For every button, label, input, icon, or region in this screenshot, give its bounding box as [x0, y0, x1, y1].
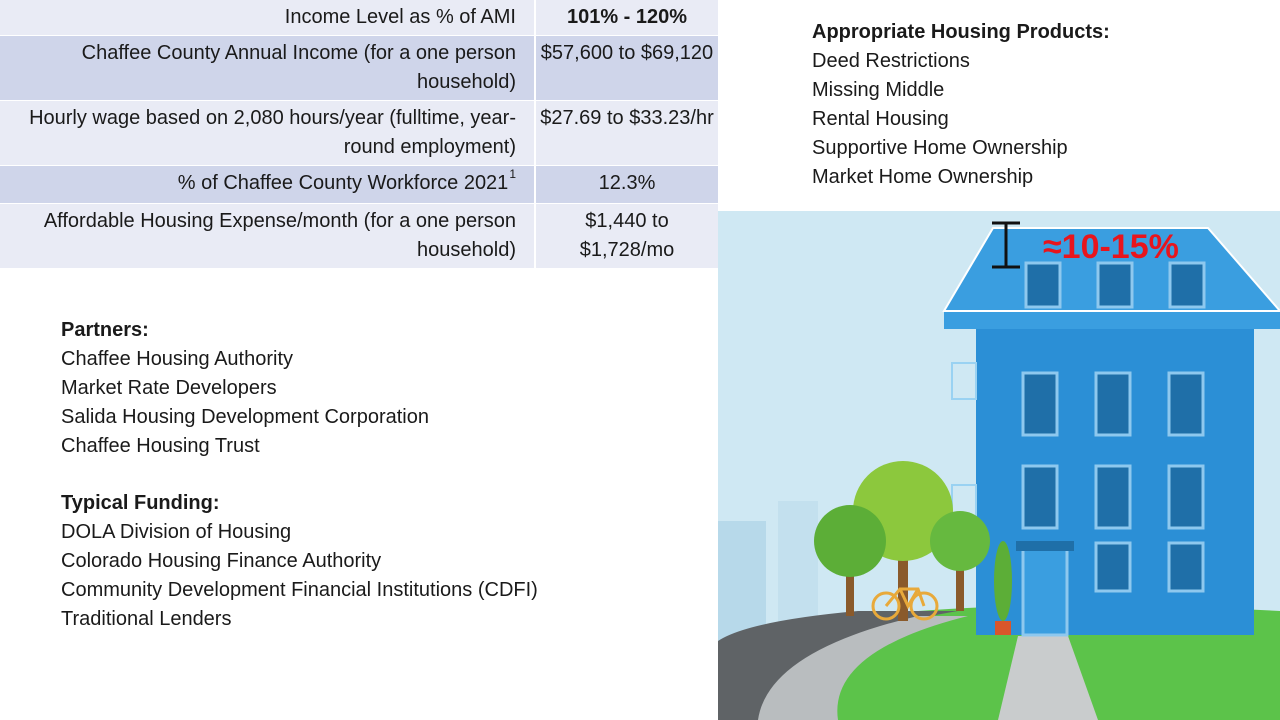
list-item: Missing Middle	[812, 79, 945, 101]
row-value: 12.3%	[535, 166, 718, 204]
window	[1023, 466, 1057, 528]
list-item: Chaffee Housing Trust	[61, 435, 260, 457]
row-value: $1,440 to $1,728/mo	[535, 204, 718, 269]
housing-products-list	[812, 18, 1110, 192]
table-row	[0, 0, 718, 36]
roof-window	[1170, 263, 1204, 307]
window	[1096, 466, 1130, 528]
row-label: Hourly wage based on 2,080 hours/year (fulltime, year-round employment)	[0, 101, 535, 166]
window	[1169, 543, 1203, 591]
partners-heading: Partners:	[61, 319, 149, 341]
roof-window	[1098, 263, 1132, 307]
table-row	[0, 36, 718, 101]
list-item: Market Rate Developers	[61, 377, 277, 399]
door-awning	[1016, 541, 1074, 551]
list-item: DOLA Division of Housing	[61, 521, 292, 543]
list-item: Community Development Financial Institutions (CDFI)	[61, 579, 538, 601]
row-label-text: % of Chaffee County Workforce 2021	[177, 172, 509, 194]
row-value: $57,600 to $69,120	[535, 36, 718, 101]
row-label: Chaffee County Annual Income (for a one person household)	[0, 36, 535, 101]
building-illustration	[718, 211, 1280, 720]
window	[1096, 543, 1130, 591]
list-item: Colorado Housing Finance Authority	[61, 550, 382, 572]
row-value: 101% - 120%	[535, 0, 718, 36]
funding-list	[61, 489, 538, 634]
row-label	[0, 166, 535, 204]
row-value: $27.69 to $33.23/hr	[535, 101, 718, 166]
window	[1023, 373, 1057, 435]
list-item: Chaffee Housing Authority	[61, 348, 294, 370]
window	[1169, 373, 1203, 435]
row-label: Affordable Housing Expense/month (for a one person household)	[0, 204, 535, 269]
table-row	[0, 204, 718, 269]
shrub-icon	[994, 541, 1012, 621]
partners-list	[61, 316, 429, 461]
percent-label: ≈10-15%	[1043, 228, 1179, 266]
list-item: Traditional Lenders	[61, 608, 232, 630]
list-item: Salida Housing Development Corporation	[61, 406, 429, 428]
housing-products-heading: Appropriate Housing Products:	[812, 21, 1110, 43]
window	[1096, 373, 1130, 435]
table-row	[0, 166, 718, 204]
plant-pot	[995, 621, 1011, 635]
roof-window	[1026, 263, 1060, 307]
front-door	[1023, 549, 1067, 635]
income-table	[0, 0, 718, 269]
tree-icon	[930, 511, 990, 571]
list-item: Rental Housing	[812, 108, 949, 130]
tree-icon	[814, 505, 886, 577]
background-building	[718, 521, 766, 641]
list-item: Supportive Home Ownership	[812, 137, 1068, 159]
footnote-marker: 1	[509, 167, 516, 181]
funding-heading: Typical Funding:	[61, 492, 220, 514]
window	[1169, 466, 1203, 528]
row-label: Income Level as % of AMI	[0, 0, 535, 36]
list-item: Deed Restrictions	[812, 50, 970, 72]
building-illustration-svg	[718, 211, 1280, 720]
list-item: Market Home Ownership	[812, 166, 1034, 188]
table-row	[0, 101, 718, 166]
